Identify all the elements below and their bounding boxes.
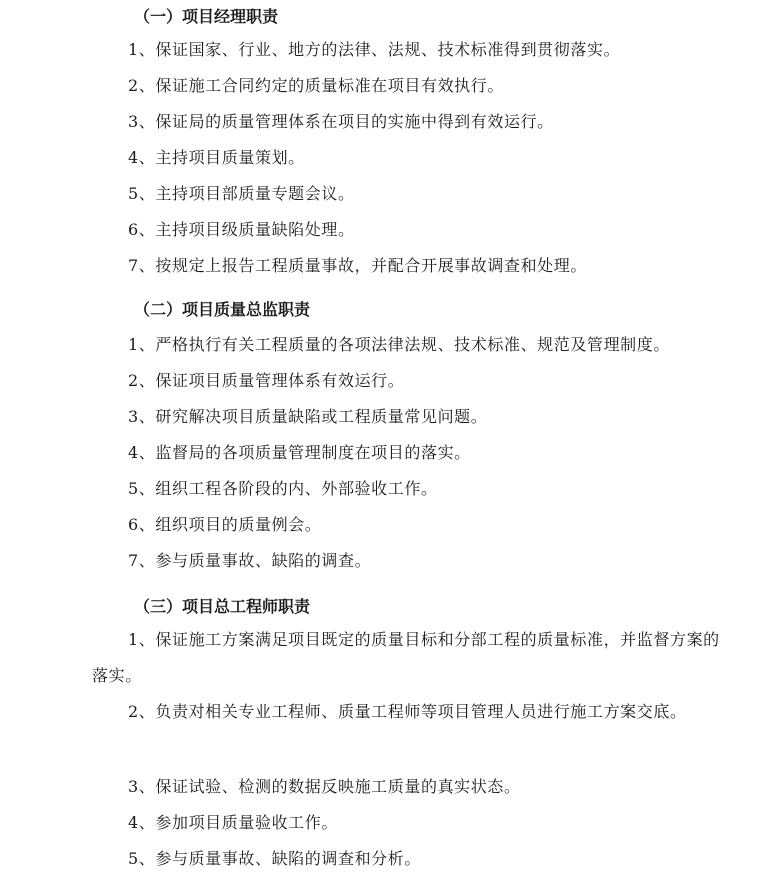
list-item: 4、主持项目质量策划。 [128, 148, 305, 167]
section-heading-project-manager: （一）项目经理职责 [134, 7, 279, 26]
paragraph-item: 2、负责对相关专业工程师、质量工程师等项目管理人员进行施工方案交底。 [128, 702, 687, 721]
list-item: 3、研究解决项目质量缺陷或工程质量常见问题。 [128, 407, 488, 426]
section-heading-quality-director: （二）项目质量总监职责 [134, 300, 311, 319]
list-item: 5、参与质量事故、缺陷的调查和分析。 [128, 849, 421, 868]
list-item: 4、参加项目质量验收工作。 [128, 813, 338, 832]
list-item: 5、组织工程各阶段的内、外部验收工作。 [128, 479, 438, 498]
list-item: 1、保证国家、行业、地方的法律、法规、技术标准得到贯彻落实。 [128, 40, 621, 59]
list-item: 2、保证施工合同约定的质量标准在项目有效执行。 [128, 76, 504, 95]
list-item: 7、参与质量事故、缺陷的调查。 [128, 551, 372, 570]
list-item: 6、主持项目级质量缺陷处理。 [128, 220, 355, 239]
section-heading-chief-engineer: （三）项目总工程师职责 [134, 597, 311, 616]
list-item: 1、严格执行有关工程质量的各项法律法规、技术标准、规范及管理制度。 [128, 335, 670, 354]
paragraph-item: 1、保证施工方案满足项目既定的质量目标和分部工程的质量标准，并监督方案的落实。 [92, 630, 720, 685]
list-item: 3、保证局的质量管理体系在项目的实施中得到有效运行。 [128, 112, 554, 131]
list-item: 6、组织项目的质量例会。 [128, 515, 322, 534]
list-item: 3、保证试验、检测的数据反映施工质量的真实状态。 [128, 777, 521, 796]
list-item: 7、按规定上报告工程质量事故，并配合开展事故调查和处理。 [128, 256, 587, 275]
list-item: 4、监督局的各项质量管理制度在项目的落实。 [128, 443, 471, 462]
list-item: 2、保证项目质量管理体系有效运行。 [128, 371, 405, 390]
list-item: 5、主持项目部质量专题会议。 [128, 184, 355, 203]
